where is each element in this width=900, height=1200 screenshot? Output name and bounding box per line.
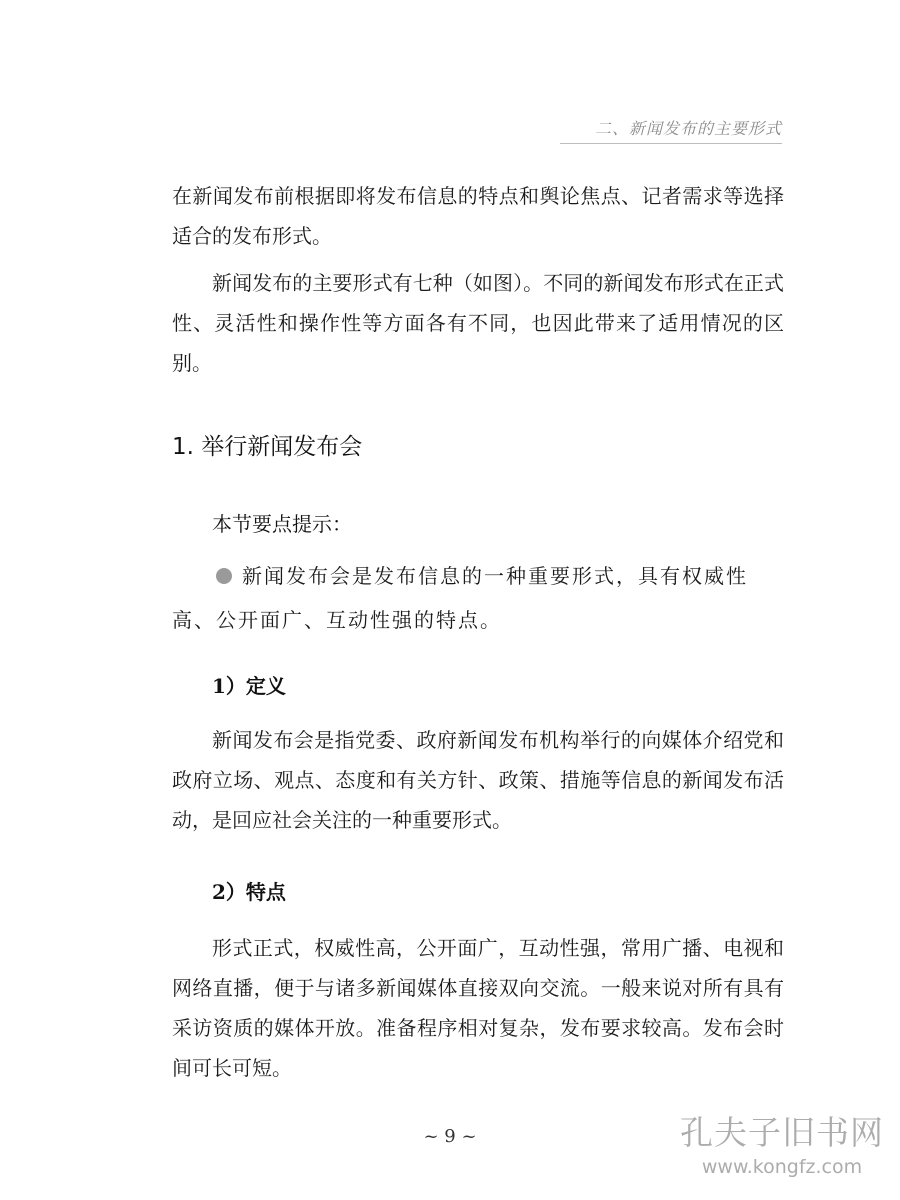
key-point-item — [172, 554, 784, 642]
watermark-site-name: 孔夫子旧书网 — [680, 1113, 884, 1152]
watermark-url: www.kongfz.com — [701, 1156, 863, 1178]
running-header-title: 二、新闻发布的主要形式 — [594, 119, 782, 138]
page-number: ~ 9 ~ — [423, 1126, 477, 1147]
features-paragraph: 形式正式，权威性高，公开面广，互动性强，常用广播、电视和网络直播，便于与诸多新闻媒体直接双向交流。一般来说对所有具有采访资质的媒体开放。准备程序相对复杂，发布要求较高。发布会时间可长可短。 — [172, 936, 784, 1080]
key-points-title: 本节要点提示： — [212, 512, 352, 536]
intro-paragraph-2: 新闻发布的主要形式有七种（如图）。不同的新闻发布形式在正式性、灵活性和操作性等方面各有不同，也因此带来了适用情况的区别。 — [172, 271, 784, 375]
key-point-text: 新闻发布会是发布信息的一种重要形式，具有权威性高、公开面广、互动性强的特点。 — [172, 564, 748, 632]
intro-paragraph-1: 在新闻发布前根据即将发布信息的特点和舆论焦点、记者需求等选择适合的发布形式。 — [172, 184, 784, 248]
section-heading: 1. 举行新闻发布会 — [172, 434, 363, 460]
watermark — [672, 1112, 892, 1192]
bullet-icon — [216, 568, 232, 584]
header-divider — [560, 143, 782, 144]
features-heading: 2）特点 — [212, 880, 286, 904]
definition-paragraph: 新闻发布会是指党委、政府新闻发布机构举行的向媒体介绍党和政府立场、观点、态度和有关方针、政策、措施等信息的新闻发布活动，是回应社会关注的一种重要形式。 — [172, 728, 784, 832]
definition-heading: 1）定义 — [212, 674, 286, 698]
